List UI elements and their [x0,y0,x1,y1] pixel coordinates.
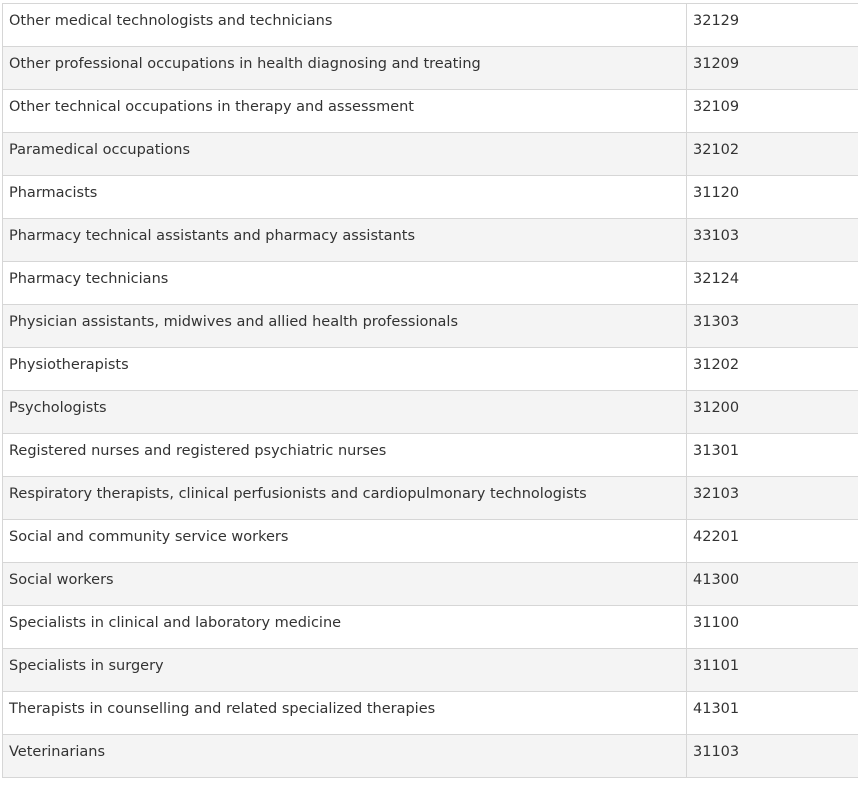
occupation-cell: Physiotherapists [3,348,687,391]
table-row [3,520,858,563]
occupation-cell: Specialists in surgery [3,649,687,692]
code-cell: 32103 [687,477,858,520]
table-row [3,434,858,477]
table-row [3,90,858,133]
table-row [3,606,858,649]
occupation-cell: Respiratory therapists, clinical perfusionists and cardiopulmonary technologists [3,477,687,520]
code-cell: 31301 [687,434,858,477]
occupation-cell: Registered nurses and registered psychiatric nurses [3,434,687,477]
occupation-cell: Specialists in clinical and laboratory medicine [3,606,687,649]
occupation-cell: Veterinarians [3,735,687,778]
code-cell: 32129 [687,4,858,47]
code-cell: 31120 [687,176,858,219]
table-row [3,735,858,778]
code-cell: 41301 [687,692,858,735]
table-row [3,262,858,305]
table-row [3,305,858,348]
occupation-cell: Social and community service workers [3,520,687,563]
occupation-cell: Paramedical occupations [3,133,687,176]
table-row [3,47,858,90]
table-body [3,4,858,778]
code-cell: 33103 [687,219,858,262]
code-cell: 32124 [687,262,858,305]
occupation-cell: Social workers [3,563,687,606]
table-row [3,391,858,434]
table-row [3,692,858,735]
code-cell: 31103 [687,735,858,778]
code-cell: 32109 [687,90,858,133]
occupation-cell: Other professional occupations in health diagnosing and treating [3,47,687,90]
table-row [3,563,858,606]
occupation-table [2,3,858,778]
code-cell: 31303 [687,305,858,348]
table-row [3,348,858,391]
occupation-cell: Psychologists [3,391,687,434]
code-cell: 31202 [687,348,858,391]
code-cell: 32102 [687,133,858,176]
table-row [3,133,858,176]
code-cell: 31100 [687,606,858,649]
code-cell: 31209 [687,47,858,90]
code-cell: 31101 [687,649,858,692]
code-cell: 41300 [687,563,858,606]
occupation-cell: Pharmacists [3,176,687,219]
table-row [3,649,858,692]
occupation-cell: Other medical technologists and technicians [3,4,687,47]
code-cell: 31200 [687,391,858,434]
occupation-cell: Therapists in counselling and related specialized therapies [3,692,687,735]
table-row [3,4,858,47]
code-cell: 42201 [687,520,858,563]
table-row [3,219,858,262]
occupation-cell: Pharmacy technical assistants and pharmacy assistants [3,219,687,262]
occupation-cell: Pharmacy technicians [3,262,687,305]
table-row [3,477,858,520]
table-row [3,176,858,219]
occupation-cell: Other technical occupations in therapy and assessment [3,90,687,133]
occupation-cell: Physician assistants, midwives and allied health professionals [3,305,687,348]
